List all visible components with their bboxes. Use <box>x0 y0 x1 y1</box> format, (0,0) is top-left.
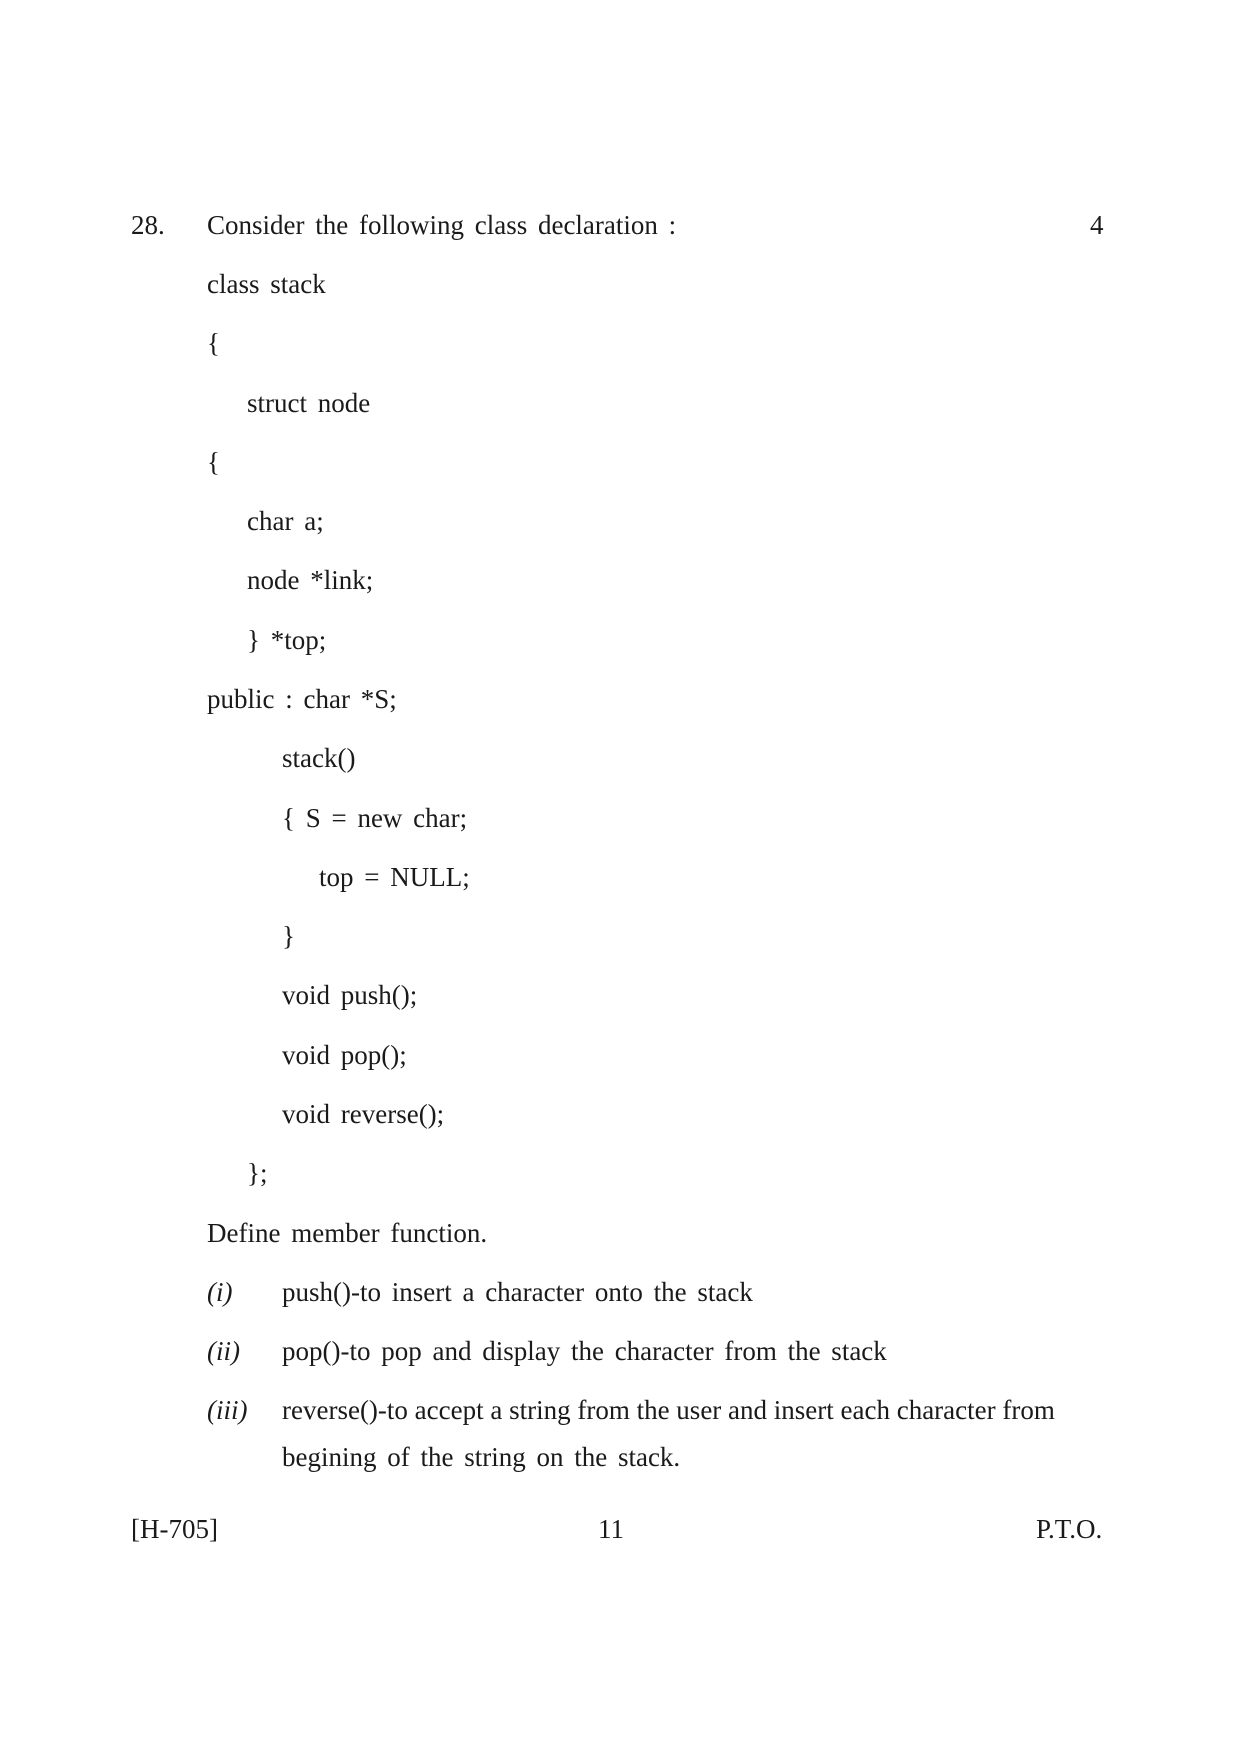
code-line: node *link; <box>247 565 374 595</box>
code-line: struct node <box>247 388 371 418</box>
code-line: stack() <box>282 743 356 773</box>
question-number: 28. <box>131 210 165 240</box>
code-line: top = NULL; <box>319 862 470 892</box>
code-line: { S = new char; <box>282 803 468 833</box>
code-line: { <box>207 447 220 477</box>
sub-part-text: reverse()-to accept a string from the user and insert each character from <box>282 1395 1055 1425</box>
sub-part-label: (iii) <box>207 1395 248 1425</box>
code-line: void pop(); <box>282 1040 407 1070</box>
code-line: void reverse(); <box>282 1099 445 1129</box>
sub-part-text: push()-to insert a character onto the stack <box>282 1277 753 1307</box>
sub-part-continuation: begining of the string on the stack. <box>282 1442 681 1472</box>
question-prompt: Consider the following class declaration : <box>207 210 677 240</box>
code-line: } <box>282 921 295 951</box>
code-line: char a; <box>247 506 324 536</box>
footer-code: [H-705] <box>131 1514 218 1544</box>
sub-part-label: (ii) <box>207 1336 240 1366</box>
code-line: public : char *S; <box>207 684 397 714</box>
pto-note: P.T.O. <box>1036 1514 1103 1544</box>
code-line: { <box>207 328 220 358</box>
instruction: Define member function. <box>207 1218 488 1248</box>
page-number: 11 <box>598 1514 624 1544</box>
sub-part-text: pop()-to pop and display the character from the stack <box>282 1336 887 1366</box>
code-line: void push(); <box>282 980 418 1010</box>
sub-part-label: (i) <box>207 1277 233 1307</box>
code-line: class stack <box>207 269 326 299</box>
code-line: } *top; <box>247 625 327 655</box>
question-marks: 4 <box>1090 210 1104 240</box>
code-line: }; <box>247 1158 268 1188</box>
